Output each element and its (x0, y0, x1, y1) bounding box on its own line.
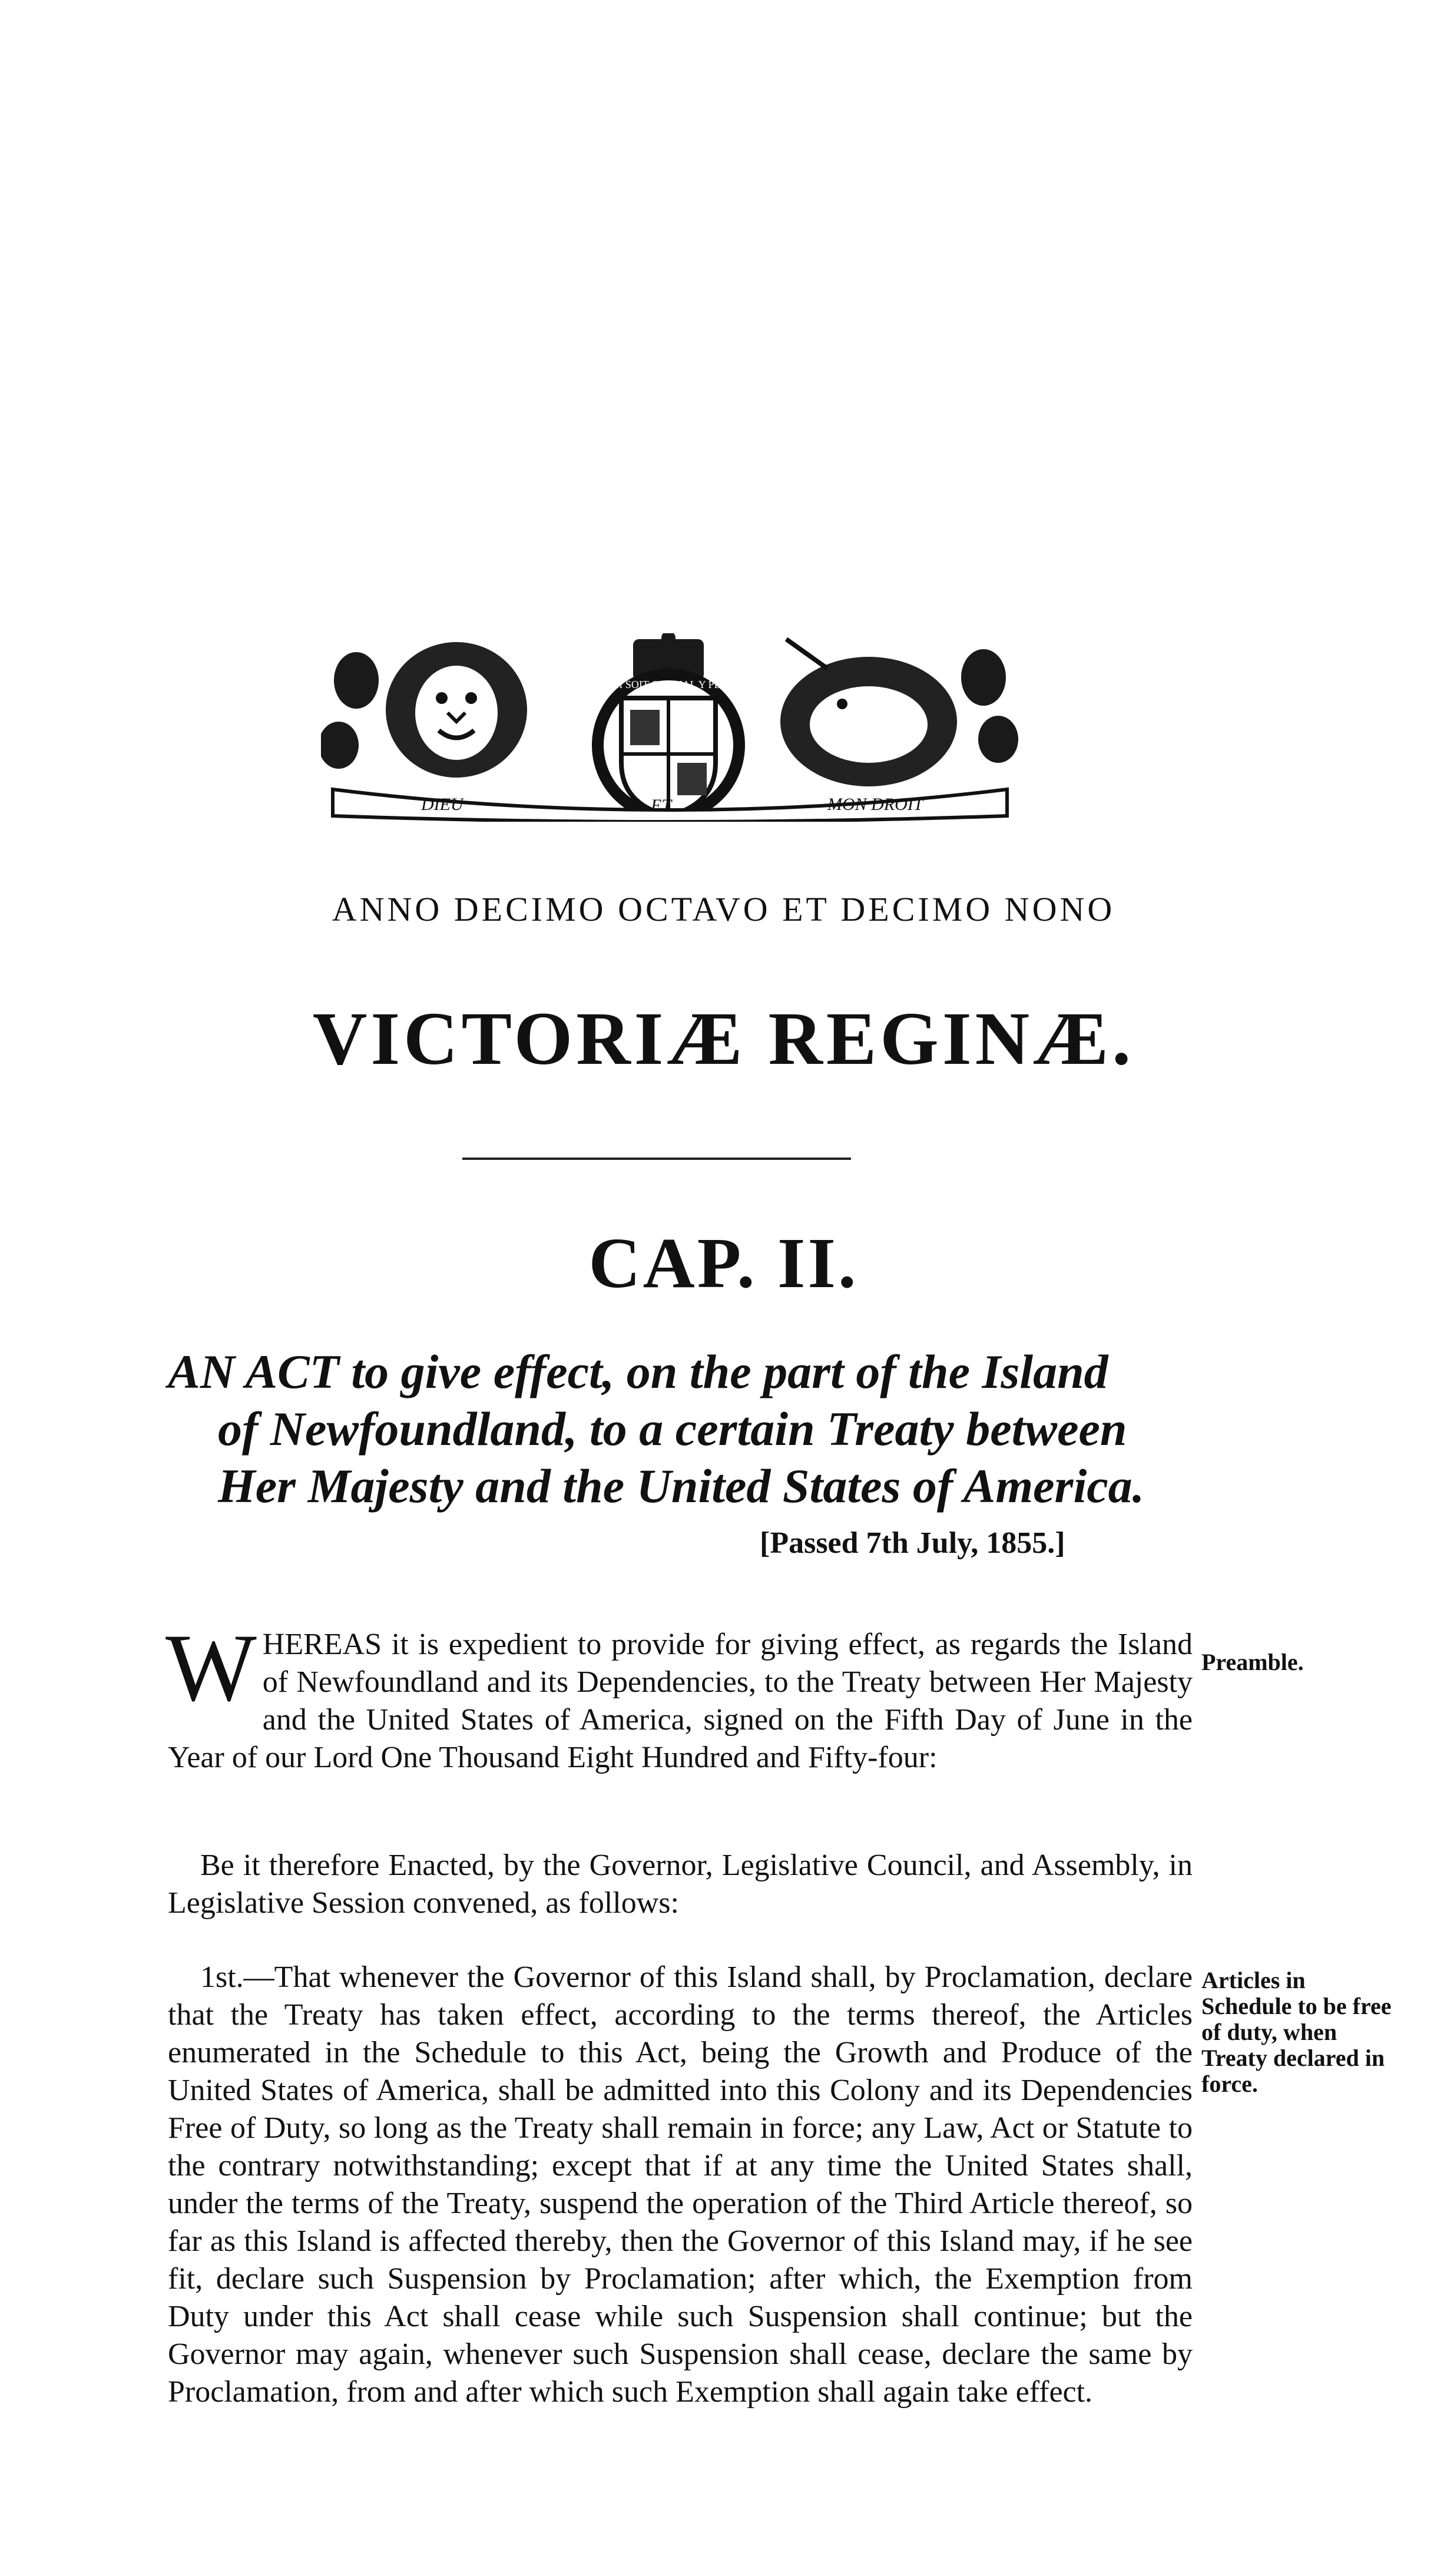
drop-cap: W (165, 1615, 257, 1721)
article-first: 1st.—That whenever the Governor of this Island shall, by Proclamation, declare that the Treaty has taken effect, according to the terms thereof, the Articles enumerated in the Schedule to this Act, being the Growth and Produce of the United States of America, shall be admitted into this Colony and its Dependencies Free of Duty, so long as the Treaty shall remain in force; any Law, Act or Statute to the contrary notwithstanding; except that if at any time the United States shall, under the terms of the Treaty, suspend the operation of the Third Article thereof, so far as this Island is affected thereby, then the Governor of this Island may, if he see fit, declare such Suspension by Proclamation; after which, the Exemption from Duty under this Act shall cease while such Suspension shall continue; but the Governor may again, whenever such Suspension shall cease, declare the same by Proclamation, from and after which such Exemption shall again take effect. (168, 1960, 1193, 2409)
garter-motto: HONI SOIT QUI MAL Y PENSE (596, 679, 741, 690)
passed-date: [Passed 7th July, 1855.] (760, 1526, 1065, 1560)
unicorn-supporter-icon (780, 639, 957, 786)
act-title-lead: AN ACT (168, 1345, 339, 1398)
shield-icon (598, 674, 739, 816)
regnal-title: VICTORIÆ REGINÆ. (312, 997, 1135, 1080)
preamble-paragraph (165, 1615, 1193, 1777)
margin-note-articles: Articles in Schedule to be free of duty, when Treaty declared in force. (1201, 1967, 1392, 2097)
lion-supporter-icon (386, 642, 527, 778)
motto-right: MON DROIT (827, 795, 923, 814)
act-title (168, 1343, 1193, 1514)
act-title-line1: to give effect, on the part of the Island (339, 1345, 1108, 1398)
enacting-clause: Be it therefore Enacted, by the Governor, Legislative Council, and Assembly, in Legislative Session convened, as follows: (168, 1848, 1193, 1920)
margin-note-preamble: Preamble. (1201, 1649, 1304, 1675)
preamble-text: HEREAS it is expedient to provide for giving effect, as regards the Island of Newfoundland and its Dependencies, to the Treaty between Her Majesty and the United States of America, signed on the Fifth Day of June in the Year of our Lord One Thousand Eight Hundred and Fifty-four: (168, 1628, 1193, 1774)
act-title-line2: of Newfoundland, to a certain Treaty between (218, 1402, 1127, 1456)
divider-rule (462, 1158, 851, 1160)
anno-line: ANNO DECIMO OCTAVO ET DECIMO NONO (332, 890, 1115, 928)
chapter-heading: CAP. II. (588, 1223, 859, 1303)
motto-center: ET (651, 796, 672, 815)
act-title-line3: Her Majesty and the United States of America. (218, 1459, 1145, 1513)
motto-left: DIEU (421, 795, 463, 814)
royal-coat-of-arms (321, 633, 1019, 822)
